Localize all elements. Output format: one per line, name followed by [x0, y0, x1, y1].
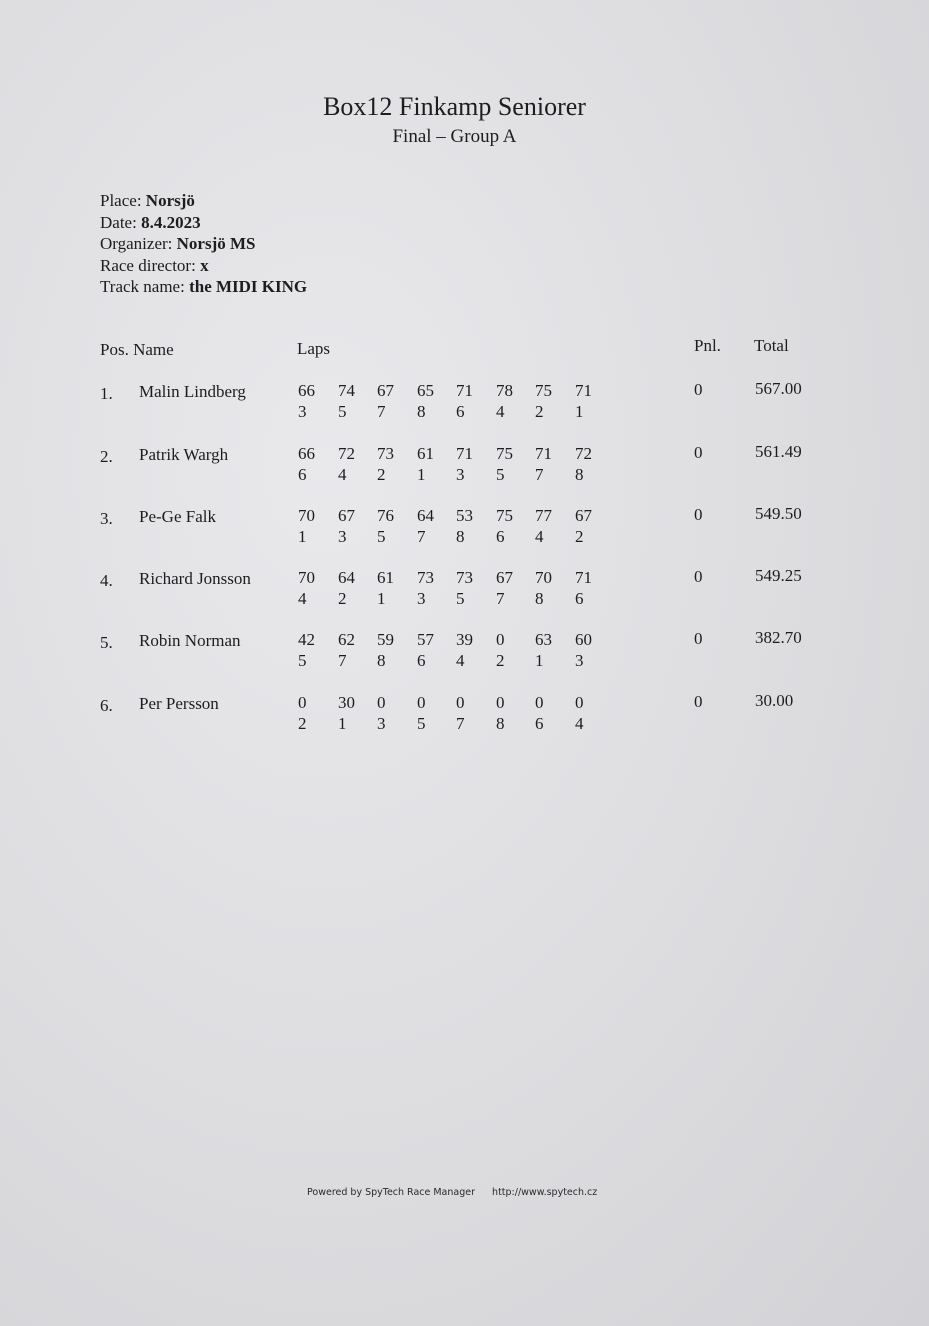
lane-number-cell: 3 — [338, 527, 347, 546]
position-cell: 4. — [100, 571, 113, 590]
lap-count-cell: 62 — [338, 630, 355, 649]
lane-number-cell: 1 — [535, 651, 544, 670]
driver-name-cell: Patrik Wargh — [139, 445, 229, 464]
lane-number-cell: 8 — [417, 402, 426, 421]
lap-count-cell: 63 — [535, 630, 552, 649]
place-line — [100, 190, 307, 212]
lane-number-cell: 1 — [298, 527, 307, 546]
track-value: the MIDI KING — [189, 277, 308, 296]
lane-number-cell: 3 — [575, 651, 584, 670]
lane-number-cell: 1 — [338, 714, 347, 733]
lap-count-cell: 57 — [417, 630, 434, 649]
lap-count-cell: 75 — [496, 506, 513, 525]
lap-count-cell: 30 — [338, 693, 355, 712]
header-pos-name: Pos. Name — [100, 340, 174, 359]
header-penalty: Pnl. — [694, 336, 721, 355]
lane-number-cell: 1 — [575, 402, 584, 421]
total-cell: 561.49 — [755, 442, 802, 461]
lap-count-cell: 66 — [298, 444, 315, 463]
penalty-cell: 0 — [694, 567, 703, 586]
lap-count-cell: 67 — [377, 381, 394, 400]
director-label: Race director: — [100, 255, 196, 275]
lane-number-cell: 3 — [456, 465, 465, 484]
lap-count-cell: 77 — [535, 506, 552, 525]
header-laps: Laps — [297, 339, 331, 358]
lane-number-cell: 8 — [535, 589, 544, 608]
lane-number-cell: 7 — [456, 714, 465, 733]
table-row — [0, 630, 929, 680]
lane-number-cell: 1 — [417, 465, 426, 484]
lane-number-cell: 6 — [496, 527, 505, 546]
penalty-cell: 0 — [694, 505, 703, 524]
lane-number-cell: 4 — [338, 465, 347, 484]
lane-number-cell: 8 — [456, 527, 465, 546]
lap-count-cell: 0 — [298, 693, 307, 712]
driver-name-cell: Malin Lindberg — [139, 382, 246, 401]
lap-count-cell: 70 — [535, 568, 552, 587]
lane-number-cell: 8 — [377, 651, 386, 670]
footer — [307, 1187, 597, 1198]
lap-count-cell: 70 — [298, 568, 315, 587]
lane-number-cell: 8 — [575, 465, 584, 484]
date-value: 8.4.2023 — [141, 212, 201, 232]
lane-number-cell: 2 — [535, 402, 544, 421]
race-info — [100, 190, 307, 298]
lap-count-cell: 73 — [417, 568, 434, 587]
lane-number-cell: 2 — [575, 527, 584, 546]
lane-number-cell: 7 — [377, 402, 386, 421]
lap-count-cell: 0 — [535, 693, 544, 712]
lane-number-cell: 2 — [298, 714, 307, 733]
penalty-cell: 0 — [694, 380, 703, 399]
organizer-line — [100, 233, 307, 255]
lap-count-cell: 72 — [338, 444, 355, 463]
lane-number-cell: 6 — [535, 714, 544, 733]
table-row — [0, 444, 929, 494]
lane-number-cell: 5 — [298, 651, 307, 670]
total-cell: 549.25 — [755, 566, 802, 585]
lane-number-cell: 7 — [535, 465, 544, 484]
lap-count-cell: 73 — [456, 568, 473, 587]
lane-number-cell: 6 — [298, 465, 307, 484]
lap-count-cell: 71 — [575, 568, 592, 587]
lane-number-cell: 6 — [575, 589, 584, 608]
lane-number-cell: 4 — [298, 589, 307, 608]
lap-count-cell: 67 — [496, 568, 513, 587]
lap-count-cell: 59 — [377, 630, 394, 649]
total-cell: 382.70 — [755, 628, 802, 647]
lap-count-cell: 71 — [575, 381, 592, 400]
lap-count-cell: 0 — [496, 693, 505, 712]
table-row — [0, 693, 929, 743]
date-label: Date: — [100, 212, 137, 232]
lap-count-cell: 53 — [456, 506, 473, 525]
lane-number-cell: 7 — [338, 651, 347, 670]
lane-number-cell: 5 — [417, 714, 426, 733]
header-total: Total — [754, 336, 789, 355]
powered-by-text: Powered by SpyTech Race Manager — [307, 1187, 476, 1198]
lap-count-cell: 67 — [338, 506, 355, 525]
lap-count-cell: 65 — [417, 381, 434, 400]
lap-count-cell: 64 — [338, 568, 355, 587]
lane-number-cell: 3 — [417, 589, 426, 608]
lane-number-cell: 5 — [496, 465, 505, 484]
total-cell: 549.50 — [755, 504, 802, 523]
driver-name-cell: Robin Norman — [139, 631, 241, 650]
lane-number-cell: 5 — [338, 402, 347, 421]
lane-number-cell: 1 — [377, 589, 386, 608]
lane-number-cell: 2 — [338, 589, 347, 608]
lap-count-cell: 71 — [535, 444, 552, 463]
lap-count-cell: 61 — [417, 444, 434, 463]
lap-count-cell: 0 — [575, 693, 584, 712]
lane-number-cell: 3 — [377, 714, 386, 733]
lane-number-cell: 5 — [377, 527, 386, 546]
lap-count-cell: 76 — [377, 506, 394, 525]
penalty-cell: 0 — [694, 629, 703, 648]
table-row — [0, 568, 929, 618]
penalty-cell: 0 — [694, 443, 703, 462]
lane-number-cell: 6 — [417, 651, 426, 670]
lane-number-cell: 4 — [575, 714, 584, 733]
lap-count-cell: 66 — [298, 381, 315, 400]
lap-count-cell: 75 — [496, 444, 513, 463]
table-row — [0, 381, 929, 431]
track-line — [100, 276, 307, 298]
lap-count-cell: 0 — [456, 693, 465, 712]
page-subtitle: Final – Group A — [392, 126, 517, 147]
director-value: x — [200, 255, 209, 275]
lap-count-cell: 0 — [417, 693, 426, 712]
lane-number-cell: 4 — [456, 651, 465, 670]
lane-number-cell: 8 — [496, 714, 505, 733]
lap-count-cell: 39 — [456, 630, 473, 649]
track-label: Track name: — [100, 277, 185, 296]
footer-url: http://www.spytech.cz — [492, 1187, 598, 1198]
lap-count-cell: 61 — [377, 568, 394, 587]
lane-number-cell: 2 — [496, 651, 505, 670]
lap-count-cell: 75 — [535, 381, 552, 400]
lap-count-cell: 67 — [575, 506, 592, 525]
place-label: Place: — [100, 191, 142, 210]
director-line — [100, 255, 307, 277]
driver-name-cell: Richard Jonsson — [139, 569, 251, 588]
lane-number-cell: 6 — [456, 402, 465, 421]
position-cell: 1. — [100, 384, 113, 403]
lane-number-cell: 2 — [377, 465, 386, 484]
total-cell: 30.00 — [755, 691, 794, 710]
lane-number-cell: 4 — [496, 402, 505, 421]
total-cell: 567.00 — [755, 379, 802, 398]
date-line — [100, 212, 307, 234]
lane-number-cell: 4 — [535, 527, 544, 546]
lap-count-cell: 0 — [496, 630, 505, 649]
driver-name-cell: Per Persson — [139, 694, 219, 713]
lap-count-cell: 71 — [456, 444, 473, 463]
penalty-cell: 0 — [694, 692, 703, 711]
lap-count-cell: 42 — [298, 630, 315, 649]
lap-count-cell: 74 — [338, 381, 355, 400]
lap-count-cell: 73 — [377, 444, 394, 463]
lap-count-cell: 72 — [575, 444, 592, 463]
lane-number-cell: 3 — [298, 402, 307, 421]
organizer-value: Norsjö MS — [176, 234, 256, 253]
lap-count-cell: 0 — [377, 693, 386, 712]
table-row — [0, 506, 929, 556]
position-cell: 6. — [100, 696, 113, 715]
lap-count-cell: 70 — [298, 506, 315, 525]
position-cell: 5. — [100, 633, 113, 652]
position-cell: 2. — [100, 447, 113, 466]
lane-number-cell: 7 — [417, 527, 426, 546]
place-value: Norsjö — [145, 191, 195, 210]
page-title: Box12 Finkamp Seniorer — [323, 92, 586, 121]
lane-number-cell: 5 — [456, 589, 465, 608]
lap-count-cell: 64 — [417, 506, 434, 525]
lap-count-cell: 71 — [456, 381, 473, 400]
position-cell: 3. — [100, 509, 113, 528]
lap-count-cell: 78 — [496, 381, 513, 400]
lap-count-cell: 60 — [575, 630, 592, 649]
organizer-label: Organizer: — [100, 234, 173, 253]
lane-number-cell: 7 — [496, 589, 505, 608]
driver-name-cell: Pe-Ge Falk — [139, 507, 216, 526]
